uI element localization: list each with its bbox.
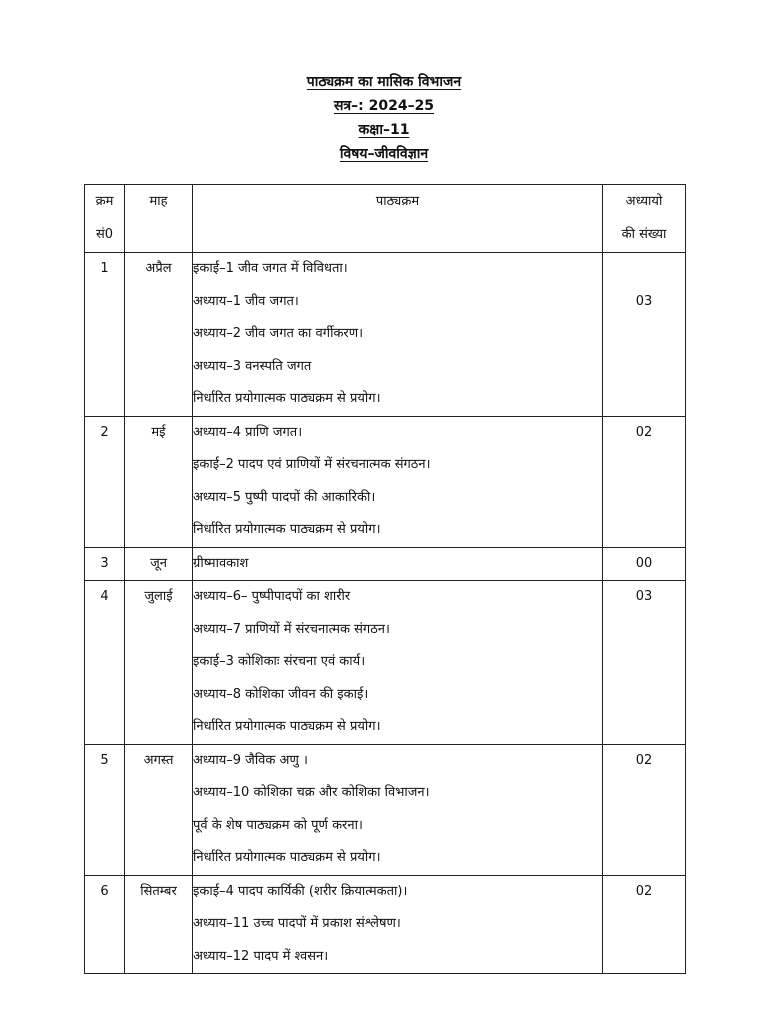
table-row xyxy=(85,253,686,417)
month-cell: जून xyxy=(125,547,193,581)
month-cell: जुलाई xyxy=(125,581,193,745)
syllabus-cell xyxy=(193,253,603,417)
serial-cell: 1 xyxy=(85,253,125,417)
syllabus-line: अध्याय–4 प्राणि जगत। xyxy=(193,424,303,440)
syllabus-line: निर्धारित प्रयोगात्मक पाठ्यक्रम से प्रयोग। xyxy=(193,391,381,406)
session-line: सत्र–: 2024–25 xyxy=(333,98,435,114)
chapter-count-cell: 00 xyxy=(603,547,686,581)
month-cell: अप्रैल xyxy=(125,253,193,417)
syllabus-table xyxy=(84,184,686,974)
syllabus-line: ग्रीष्मावकाश xyxy=(193,555,249,571)
syllabus-cell xyxy=(193,581,603,745)
table-row xyxy=(85,744,686,875)
syllabus-line: अध्याय–7 प्राणियों में संरचनात्मक संगठन। xyxy=(193,621,390,637)
chapter-count-cell: 03 xyxy=(603,253,686,417)
syllabus-line: अध्याय–3 वनस्पति जगत xyxy=(193,358,312,374)
subject-line: विषय–जीवविज्ञान xyxy=(339,146,429,162)
class-line: कक्षा–11 xyxy=(358,122,410,138)
month-cell: मई xyxy=(125,416,193,547)
chapter-count-header: अध्यायो की संख्या xyxy=(603,185,686,253)
serial-cell: 6 xyxy=(85,875,125,974)
syllabus-line: अध्याय–9 जैविक अणु । xyxy=(193,752,308,768)
syllabus-line: इकाई–3 कोशिकाः संरचना एवं कार्य। xyxy=(193,654,366,669)
month-cell: अगस्त xyxy=(125,744,193,875)
serial-cell: 5 xyxy=(85,744,125,875)
serial-cell: 3 xyxy=(85,547,125,581)
syllabus-line: अध्याय–5 पुष्पी पादपों की आकारिकी। xyxy=(193,489,376,505)
syllabus-header: पाठ्यक्रम xyxy=(193,185,603,253)
chapter-count-cell: 02 xyxy=(603,416,686,547)
syllabus-line: अध्याय–2 जीव जगत का वर्गीकरण। xyxy=(193,326,364,341)
chapter-count-cell: 02 xyxy=(603,875,686,974)
syllabus-line: इकाई–4 पादप कार्यिकी (शरीर क्रियात्मकता)। xyxy=(193,883,408,899)
page-title: पाठ्यक्रम का मासिक विभाजन xyxy=(306,74,462,90)
serial-header: क्रम सं0 xyxy=(85,185,125,253)
syllabus-line: अध्याय–10 कोशिका चक्र और कोशिका विभाजन। xyxy=(193,785,430,800)
document-header xyxy=(0,70,768,166)
table-row xyxy=(85,416,686,547)
syllabus-line: अध्याय–8 कोशिका जीवन की इकाई। xyxy=(193,686,369,702)
syllabus-line: अध्याय–6– पुष्पीपादपों का शारीर xyxy=(193,589,351,604)
syllabus-cell xyxy=(193,547,603,581)
syllabus-cell xyxy=(193,875,603,974)
syllabus-line: पूर्व के शेष पाठ्यक्रम को पूर्ण करना। xyxy=(193,817,363,833)
syllabus-cell xyxy=(193,744,603,875)
syllabus-line: निर्धारित प्रयोगात्मक पाठ्यक्रम से प्रयोग। xyxy=(193,850,381,865)
table-header-row xyxy=(85,185,686,253)
syllabus-line: निर्धारित प्रयोगात्मक पाठ्यक्रम से प्रयोग। xyxy=(193,522,381,537)
syllabus-line: अध्याय–11 उच्च पादपों में प्रकाश संश्लेषण। xyxy=(193,916,401,931)
syllabus-line: निर्धारित प्रयोगात्मक पाठ्यक्रम से प्रयोग। xyxy=(193,719,381,734)
syllabus-cell xyxy=(193,416,603,547)
table-row xyxy=(85,875,686,974)
serial-cell: 4 xyxy=(85,581,125,745)
serial-cell: 2 xyxy=(85,416,125,547)
month-cell: सितम्बर xyxy=(125,875,193,974)
syllabus-line: अध्याय–12 पादप में श्वसन। xyxy=(193,948,329,964)
table-row xyxy=(85,547,686,581)
syllabus-line: अध्याय–1 जीव जगत। xyxy=(193,293,299,309)
chapter-count-cell: 02 xyxy=(603,744,686,875)
table-row xyxy=(85,581,686,745)
syllabus-line: इकाई–1 जीव जगत में विविधता। xyxy=(193,261,348,276)
syllabus-line: इकाई–2 पादप एवं प्राणियों में संरचनात्मक संगठन। xyxy=(193,457,431,472)
chapter-count-cell: 03 xyxy=(603,581,686,745)
month-header: माह xyxy=(125,185,193,253)
